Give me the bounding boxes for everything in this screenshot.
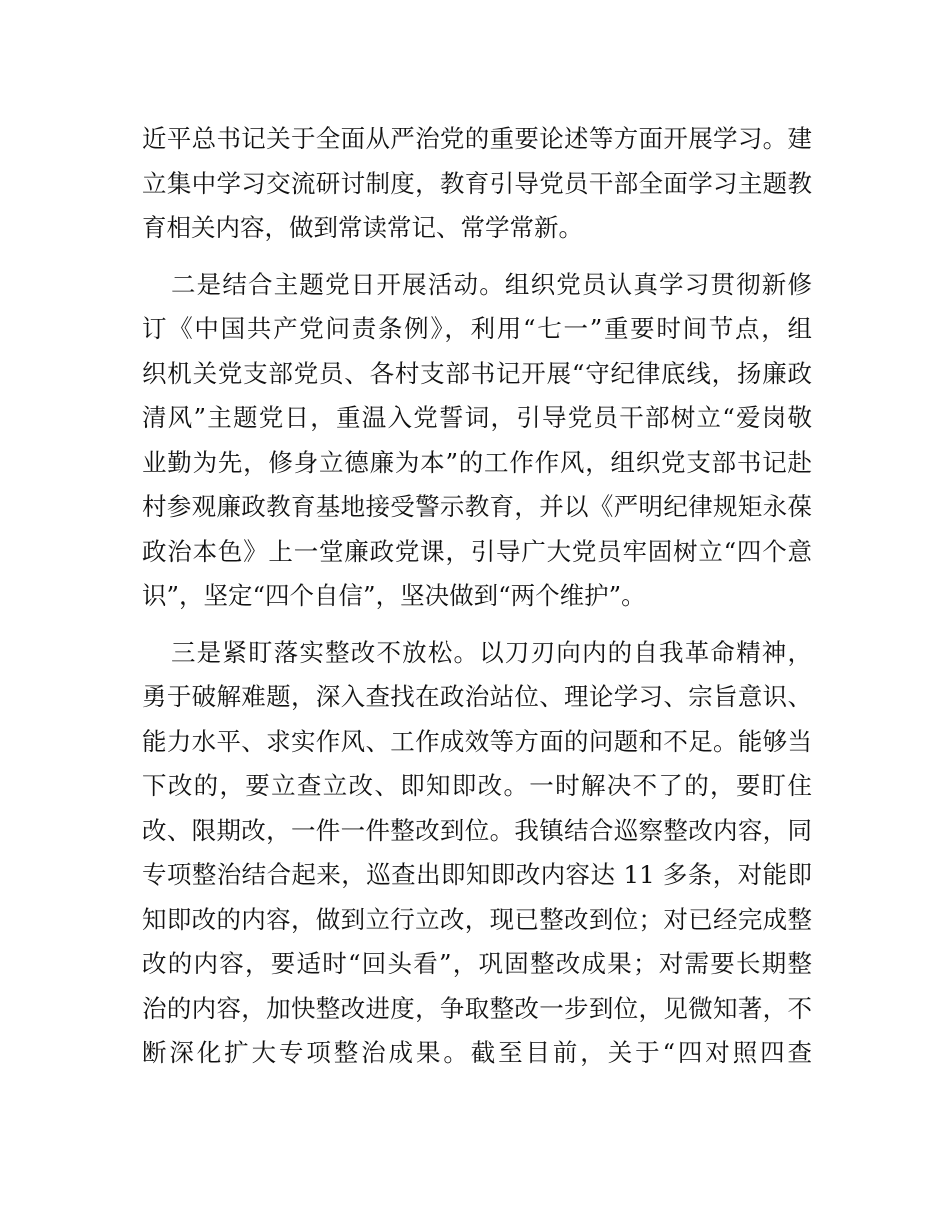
text-line: 订《中国共产党问责条例》，利用“七一”重要时间节点，组 [142,314,812,343]
text-line: 勇于破解难题，深入查找在政治站位、理论学习、宗旨意识、 [142,682,812,711]
text-line: 立集中学习交流研讨制度，教育引导党员干部全面学习主题教 [142,168,812,198]
text-line: 专项整治结合起来，巡查出即知即改内容达 11 多条，对能即 [142,860,812,889]
text-line: 清风”主题党日，重温入党誓词，引导党员干部树立“爱岗敬 [142,403,812,432]
text-line: 育相关内容，做到常读常记、常学常新。 [142,213,583,242]
text-line: 治的内容，加快整改进度，争取整改一步到位，见微知著，不 [142,993,812,1023]
text-line: 三是紧盯落实整改不放松。以刀刃向内的自我革命精神， [171,637,812,667]
text-line: 业勤为先，修身立德廉为本”的工作作风，组织党支部书记赴 [142,447,812,477]
text-line: 村参观廉政教育基地接受警示教育，并以《严明纪律规矩永葆 [142,492,812,521]
text-line: 改、限期改，一件一件整改到位。我镇结合巡察整改内容，同 [142,815,812,845]
text-line: 断深化扩大专项整治成果。截至目前，关于“四对照四查 [142,1038,812,1067]
text-line: 能力水平、求实作风、工作成效等方面的问题和不足。能够当 [142,726,812,756]
paragraph-study [142,117,812,251]
text-line: 改的内容，要适时“回头看”，巩固整改成果；对需要长期整 [142,949,812,978]
text-line: 下改的，要立查立改、即知即改。一时解决不了的，要盯住 [142,771,812,800]
text-line: 知即改的内容，做到立行立改，现已整改到位；对已经完成整 [142,904,812,934]
text-line: 识”，坚定“四个自信”，坚决做到“两个维护”。 [142,581,646,610]
paragraph-theme-party-day [142,263,812,619]
text-line: 二是结合主题党日开展活动。组织党员认真学习贯彻新修 [171,269,812,299]
paragraph-rectification [142,631,812,1076]
text-line: 近平总书记关于全面从严治党的重要论述等方面开展学习。建 [142,124,812,153]
text-line: 政治本色》上一堂廉政党课，引导广大党员牢固树立“四个意 [142,536,812,566]
text-line: 织机关党支部党员、各村支部书记开展“守纪律底线，扬廉政 [142,358,812,388]
document-body [142,117,812,1076]
